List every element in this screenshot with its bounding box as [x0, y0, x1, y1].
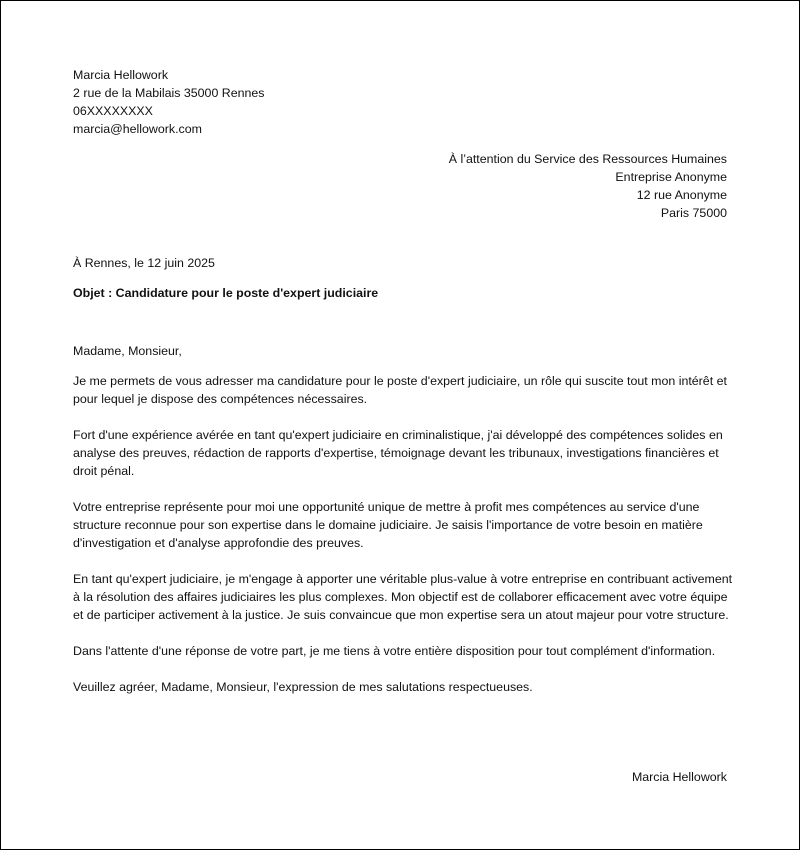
- sender-name: Marcia Hellowork: [73, 68, 169, 82]
- sender-phone: 06XXXXXXXX: [73, 104, 153, 118]
- paragraph-experience: Fort d'une expérience avérée en tant qu'expert judiciaire en criminalistique, j'ai développé des compétences solides en analyse des preuves, rédaction de rapports d'expertise, témoignage devant les tribunaux, investigations financières et droit pénal.: [73, 428, 723, 478]
- paragraph-commitment: En tant qu'expert judiciaire, je m'engage à apporter une véritable plus-value à votre entreprise en contribuant activement à la résolution des affaires judiciaires les plus complexes. Mon objectif est de collaborer efficacement avec votre équipe et de participer activement à la justice. Je suis convaincue que mon expertise sera un atout majeur pour votre structure.: [73, 572, 733, 622]
- paragraph-intro: Je me permets de vous adresser ma candidature pour le poste d'expert judiciaire, un rôle qui suscite tout mon intérêt et pour lequel je dispose des compétences nécessaires.: [73, 374, 727, 406]
- recipient-attention: À l’attention du Service des Ressources Humaines: [448, 152, 727, 166]
- letter-body: [73, 342, 733, 714]
- recipient-city: Paris 75000: [660, 206, 727, 220]
- paragraph-availability: Dans l'attente d'une réponse de votre part, je me tiens à votre entière disposition pour tout complément d'information.: [73, 644, 716, 658]
- paragraph-closing: Veuillez agréer, Madame, Monsieur, l'expression de mes salutations respectueuses.: [73, 680, 533, 694]
- date-line: À Rennes, le 12 juin 2025: [73, 256, 215, 270]
- sender-address: 2 rue de la Mabilais 35000 Rennes: [73, 86, 265, 100]
- sender-email: marcia@hellowork.com: [73, 122, 202, 136]
- recipient-block: [449, 150, 727, 222]
- subject-line: Objet : Candidature pour le poste d'expert judiciaire: [73, 286, 379, 300]
- recipient-company: Entreprise Anonyme: [615, 170, 727, 184]
- paragraph-company: Votre entreprise représente pour moi une opportunité unique de mettre à profit mes compétences au service d'une structure reconnue pour son expertise dans le domaine judiciaire. Je saisis l'importance de votre besoin en matière d'investigation et d'analyse approfondie des preuves.: [73, 500, 703, 550]
- recipient-street: 12 rue Anonyme: [636, 188, 727, 202]
- signature: Marcia Hellowork: [631, 770, 727, 784]
- salutation: Madame, Monsieur,: [73, 344, 182, 358]
- sender-block: [73, 66, 265, 138]
